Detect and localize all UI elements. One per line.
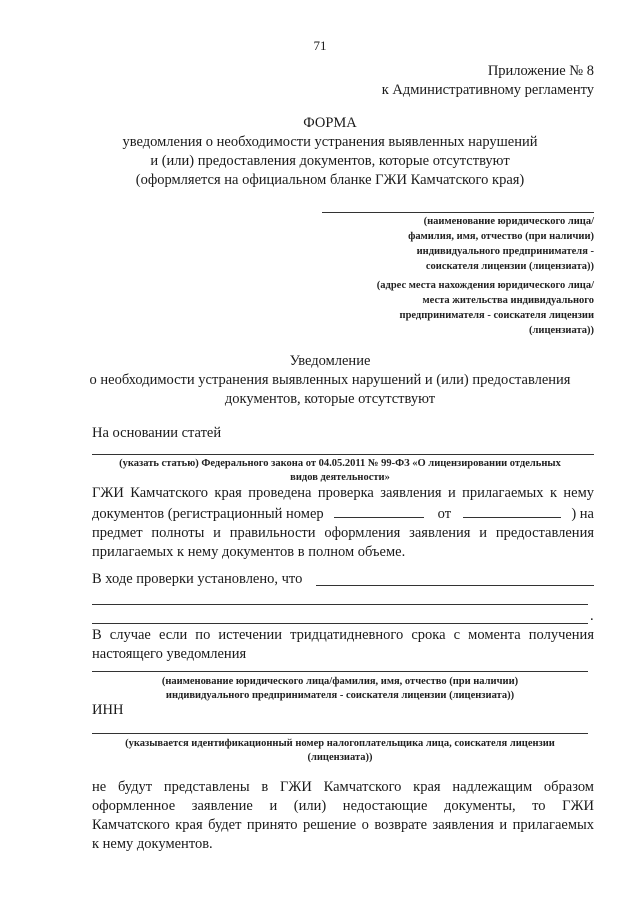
findings-end-mark: . [590, 608, 594, 624]
findings-text [92, 570, 594, 589]
form-title-line: (оформляется на официальном бланке ГЖИ Камчатского края) [135, 172, 525, 188]
paragraph-continuation: ) на [571, 506, 594, 522]
form-title-heading: ФОРМА [303, 115, 357, 131]
applicant-name-line[interactable] [92, 671, 588, 672]
inn-label: ИНН [92, 702, 124, 718]
conclusion-paragraph [92, 778, 594, 854]
caption-line: видов деятельности» [290, 472, 390, 483]
caption-line: (наименование юридического лица/фамилия, имя, отчество (при наличии) [161, 676, 519, 687]
page-number: 71 [313, 38, 327, 53]
caption-line: индивидуального предпринимателя - [416, 246, 594, 257]
inn-line[interactable] [92, 733, 588, 734]
appendix-header [382, 62, 594, 100]
deadline-paragraph [92, 626, 594, 664]
caption-line: (указывается идентификационный номер налогоплательщика лица, соискателя лицензии [125, 738, 555, 749]
caption-line: предпринимателя - соискателя лицензии [399, 310, 594, 321]
date-label: от [437, 506, 452, 522]
findings-line[interactable] [92, 623, 588, 624]
appendix-number: Приложение № 8 [487, 63, 594, 79]
paragraph-line: не будут представлены в ГЖИ Камчатского края надлежащим образом [92, 779, 594, 795]
paragraph-line [92, 503, 594, 524]
paragraph-line: предмет полноты и правильности оформления заявления и предоставления [92, 525, 594, 541]
caption-line: индивидуального предпринимателя - соискателя лицензии (лицензиата)) [165, 690, 515, 701]
basis-text: На основании статей [92, 425, 222, 441]
caption-line: места жительства индивидуального [422, 295, 594, 306]
caption-line: (адрес места нахождения юридического лица/ [376, 280, 594, 291]
applicant-name-caption [92, 675, 588, 703]
paragraph-line: прилагаемых к нему документов в полном объеме. [92, 544, 406, 560]
form-title-line: уведомления о необходимости устранения выявленных нарушений [122, 134, 538, 150]
date-field[interactable] [463, 503, 561, 518]
findings-line[interactable] [316, 585, 594, 586]
form-title-line: и (или) предоставления документов, которые отсутствуют [150, 153, 510, 169]
paragraph-line: оформленное заявление и (или) недостающие документы, то ГЖИ [92, 798, 594, 814]
basis-caption [92, 457, 588, 485]
appendix-reference: к Административному регламенту [381, 82, 594, 98]
addressee-address-caption [377, 278, 594, 338]
paragraph-line: настоящего уведомления [92, 646, 247, 662]
paragraph-line: к нему документов. [92, 836, 213, 852]
notice-title-line: о необходимости устранения выявленных нарушений и (или) предоставления [89, 372, 571, 388]
registration-number-label: документов (регистрационный номер [92, 506, 324, 522]
findings-label: В ходе проверки установлено, что [92, 571, 303, 587]
paragraph-line: В случае если по истечении тридцатидневного срока с момента получения [92, 627, 594, 643]
caption-line: (лицензиата)) [529, 325, 594, 336]
inspection-paragraph [92, 484, 594, 562]
notice-title [60, 352, 600, 409]
caption-line: (наименование юридического лица/ [423, 216, 594, 227]
form-title [60, 114, 600, 190]
caption-line: соискателя лицензии (лицензиата)) [425, 261, 594, 272]
findings-line[interactable] [92, 604, 588, 605]
addressee-name-caption [408, 214, 594, 274]
inn-caption [92, 737, 588, 765]
registration-number-field[interactable] [334, 503, 424, 518]
addressee-name-line[interactable] [322, 212, 594, 213]
paragraph-line: ГЖИ Камчатского края проведена проверка заявления и прилагаемых к нему [92, 485, 594, 501]
caption-line: (указать статью) Федерального закона от 04.05.2011 № 99-ФЗ «О лицензировании отдельных [119, 458, 561, 469]
notice-title-heading: Уведомление [289, 353, 371, 369]
basis-articles-line[interactable] [92, 454, 594, 455]
paragraph-line: Камчатского края будет принято решение о возврате заявления и прилагаемых [92, 817, 594, 833]
caption-line: (лицензиата)) [307, 752, 373, 763]
caption-line: фамилия, имя, отчество (при наличии) [408, 231, 594, 242]
notice-title-line: документов, которые отсутствуют [224, 391, 436, 407]
